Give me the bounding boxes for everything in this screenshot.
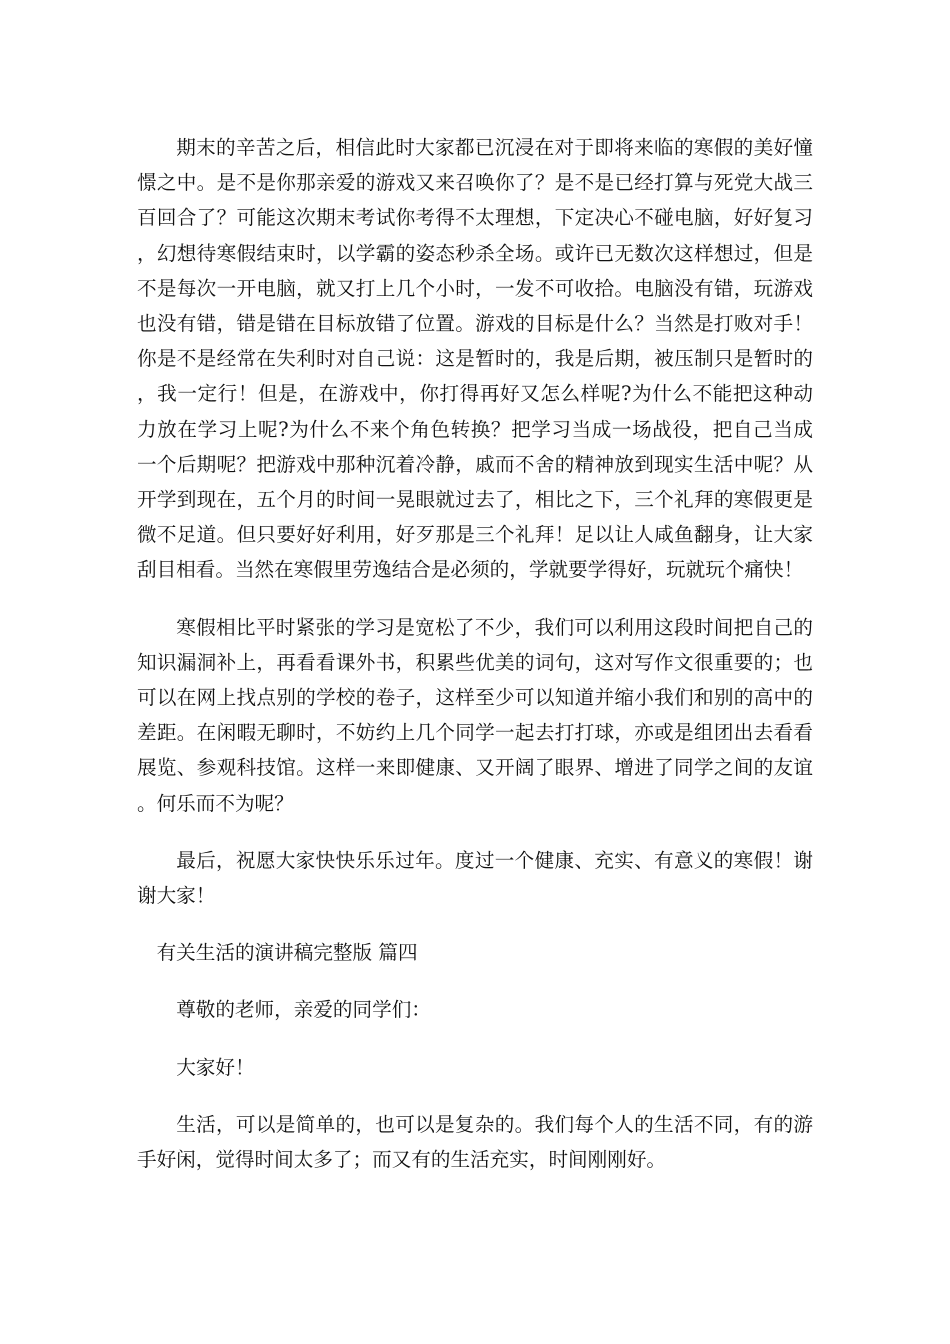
paragraph-winter-break-study: 寒假相比平时紧张的学习是宽松了不少，我们可以利用这段时间把自己的知识漏洞补上，再看看课外书，积累些优美的词句，这对写作文很重要的；也可以在网上找点别的学校的卷子，这样至少可以知道并缩小我们和别的高中的差距。在闲暇无聊时，不妨约上几个同学一起去打打球，亦或是组团出去看看展览、参观科技馆。这样一来即健康、又开阔了眼界、增进了同学之间的友谊。何乐而不为呢？ (137, 615, 813, 815)
paragraph-life-intro: 生活，可以是简单的，也可以是复杂的。我们每个人的生活不同，有的游手好闲，觉得时间太多了；而又有的生活充实，时间刚刚好。 (137, 1112, 813, 1172)
paragraph-closing-wishes: 最后，祝愿大家快快乐乐过年。度过一个健康、充实、有意义的寒假！谢谢大家！ (137, 848, 813, 908)
greeting: 大家好！ (176, 1055, 255, 1079)
paragraph-winter-break-games: 期末的辛苦之后，相信此时大家都已沉浸在对于即将来临的寒假的美好憧憬之中。是不是你那亲爱的游戏又来召唤你了？是不是已经打算与死党大战三百回合了？可能这次期末考试你考得不太理想，下定决心不碰电脑，好好复习，幻想待寒假结束时，以学霸的姿态秒杀全场。或许已无数次这样想过，但是不是每次一开电脑，就又打上几个小时，一发不可收拾。电脑没有错，玩游戏也没有错，错是错在目标放错了位置。游戏的目标是什么？当然是打败对手！你是不是经常在失利时对自己说：这是暂时的，我是后期，被压制只是暂时的，我一定行！但是，在游戏中，你打得再好又怎么样呢?为什么不能把这种动力放在学习上呢?为什么不来个角色转换？把学习当成一场战役，把自己当成一个后期呢？把游戏中那种沉着冷静，戚而不舍的精神放到现实生活中呢？从开学到现在，五个月的时间一晃眼就过去了，相比之下，三个礼拜的寒假更是微不足道。但只要好好利用，好歹那是三个礼拜！足以让人咸鱼翻身，让大家刮目相看。当然在寒假里劳逸结合是必须的，学就要学得好，玩就玩个痛快！ (137, 136, 813, 582)
section-heading: 有关生活的演讲稿完整版 篇四 (156, 941, 418, 965)
document-page (137, 130, 813, 1199)
salutation: 尊敬的老师，亲爱的同学们： (176, 998, 431, 1022)
